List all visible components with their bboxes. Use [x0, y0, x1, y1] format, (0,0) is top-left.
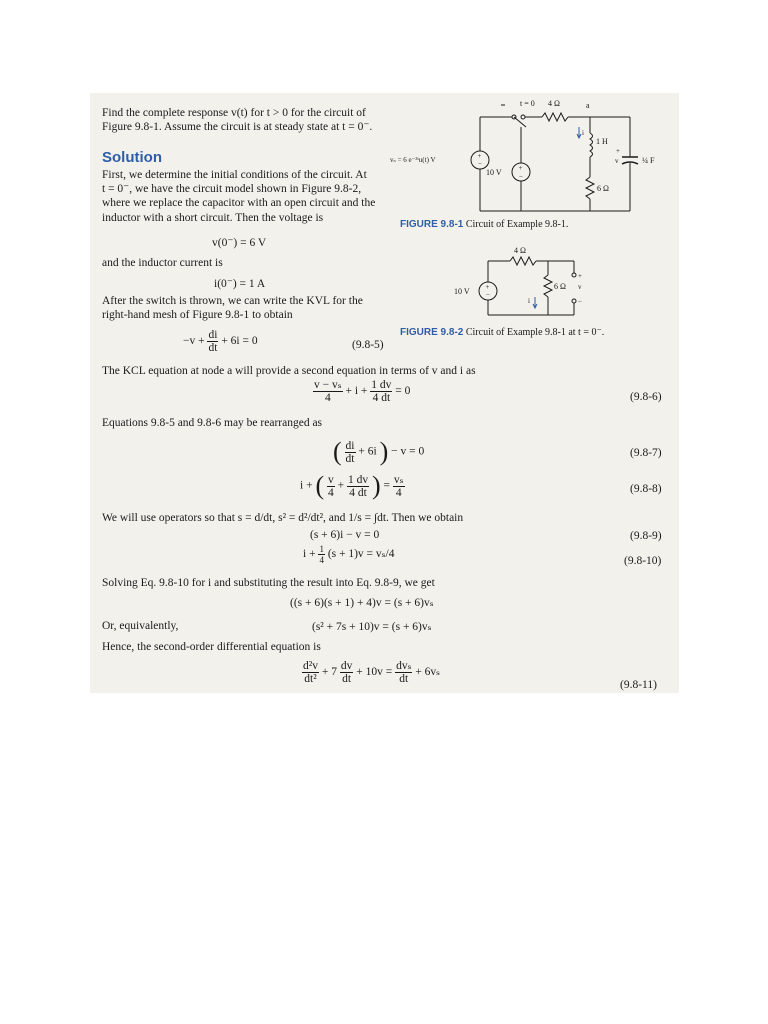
numerator: di	[345, 439, 355, 452]
label-voltage: v	[578, 283, 582, 291]
eq-term: −v +	[183, 335, 205, 348]
numerator: v − vₛ	[314, 379, 342, 391]
kvl-paragraph	[102, 294, 363, 322]
switch-contact	[521, 115, 525, 119]
numerator: 1	[319, 544, 324, 554]
equation-number: (9.8-7)	[630, 447, 662, 459]
solution-heading: Solution	[102, 149, 162, 166]
eq-fraction	[318, 544, 325, 565]
denominator: dt	[399, 673, 409, 685]
denominator: dt²	[304, 673, 317, 685]
rearrange-text: Equations 9.8-5 and 9.8-6 may be rearranged as	[102, 417, 323, 429]
numerator: dvₛ	[396, 660, 412, 672]
label-plus: +	[477, 152, 482, 160]
label-minus: −	[519, 173, 523, 181]
terminal	[572, 299, 576, 303]
caption-text: Circuit of Example 9.8-1.	[465, 219, 569, 230]
eq-term: − v = 0	[391, 445, 425, 458]
numerator: v	[327, 473, 334, 486]
denominator: 4	[324, 392, 331, 404]
solving-text: Solving Eq. 9.8-10 for i and substituting the result into Eq. 9.8-9, we get	[102, 577, 435, 589]
label-r2: 6 Ω	[554, 282, 566, 291]
label-minus: −	[578, 298, 582, 306]
label-cap-voltage: v	[615, 157, 619, 165]
eq-fraction	[327, 474, 335, 499]
resistor-6-ohm	[544, 275, 552, 297]
paragraph-line: right-hand mesh of Figure 9.8-1 to obtain	[102, 309, 293, 322]
figure-9-8-2-circuit	[450, 243, 610, 323]
eq-fraction	[347, 474, 369, 499]
eq-fraction	[207, 329, 218, 354]
label-capacitor: ¼ F	[642, 156, 655, 165]
label-minus: −	[478, 160, 482, 168]
equation-9-8-11	[302, 660, 440, 685]
label-current: i	[528, 297, 530, 305]
label-inductor: 1 H	[596, 137, 608, 146]
paragraph-line: After the switch is thrown, we can write the KVL for the	[102, 295, 363, 307]
equation-number: (9.8-11)	[620, 679, 657, 691]
paragraph-line: t = 0⁻, we have the circuit model shown in Figure 9.8-2,	[102, 183, 362, 196]
figure-9-8-2-caption	[400, 327, 604, 338]
hence-text: Hence, the second-order differential equation is	[102, 641, 321, 653]
substituted-equation: ((s + 6)(s + 1) + 4)v = (s + 6)vₛ	[290, 597, 434, 609]
eq-fraction	[313, 379, 343, 404]
caption-label: FIGURE 9.8-2	[400, 327, 464, 338]
denominator: 4 dt	[372, 392, 391, 404]
denominator: dt	[342, 673, 352, 685]
denominator: dt	[345, 452, 355, 465]
equation-9-8-9: (s + 6)i − v = 0	[310, 529, 380, 541]
label-source-10v: 10 V	[486, 168, 502, 177]
label-plus: +	[485, 283, 490, 291]
equation-9-8-6	[313, 379, 410, 404]
resistor-6-ohm	[586, 177, 594, 199]
equation-number: (9.8-8)	[630, 483, 662, 495]
equation-9-8-7	[333, 437, 424, 467]
intro-paragraph	[102, 168, 375, 225]
paragraph-line: First, we determine the initial conditions of the circuit. At	[102, 169, 367, 181]
eq-term: + 6i	[358, 445, 377, 458]
eq-term: + 6i = 0	[221, 335, 258, 348]
numerator: dv	[340, 660, 353, 672]
label-r1: 4 Ω	[548, 99, 560, 108]
label-source-vs: vₛ = 6 e⁻³ᵗu(t) V	[390, 156, 436, 164]
eq-fraction	[340, 660, 354, 685]
operators-text: We will use operators so that s = d/dt, s² = d²/dt², and 1/s = ∫dt. Then we obtain	[102, 512, 464, 524]
paragraph-line: inductor with a short circuit. Then the voltage is	[102, 211, 324, 224]
label-current: i	[582, 129, 584, 137]
terminal	[572, 273, 576, 277]
label-r1: 4 Ω	[514, 246, 526, 255]
eq-fraction	[395, 660, 412, 685]
numerator: 1 dv	[371, 379, 392, 391]
figure-9-8-1-circuit	[390, 93, 679, 215]
eq-term: + i +	[345, 385, 368, 398]
paren: (	[333, 437, 342, 466]
numerator: 1 dv	[347, 473, 369, 486]
label-source-10v: 10 V	[454, 287, 470, 296]
paren: (	[315, 471, 325, 500]
denominator: 4	[319, 555, 324, 565]
paragraph-line: where we replace the capacitor with an open circuit and the	[102, 197, 376, 210]
label-plus: +	[616, 147, 620, 155]
label-r2: 6 Ω	[597, 184, 609, 193]
label-plus: +	[518, 164, 523, 172]
eq-fraction	[302, 660, 319, 685]
equation-number: (9.8-6)	[630, 391, 662, 403]
scanned-page	[90, 93, 679, 693]
label-minus: −	[486, 291, 490, 299]
kcl-text: The KCL equation at node a will provide a second equation in terms of v and i as	[102, 365, 476, 377]
eq-term: + 10v =	[356, 666, 393, 679]
label-node-a: a	[586, 101, 590, 110]
denominator: 4	[327, 486, 334, 499]
figure-9-8-1-caption	[400, 219, 568, 230]
initial-current-equation: i(0⁻) = 1 A	[214, 278, 266, 290]
numerator: di	[208, 329, 218, 341]
eq-term: = 0	[395, 385, 411, 398]
eq-term: i +	[300, 479, 313, 492]
eq-term: + 6vₛ	[415, 666, 441, 679]
problem-statement	[102, 106, 372, 134]
numerator: d²v	[303, 660, 318, 672]
eq-term: + 7	[321, 666, 337, 679]
equation-9-8-10	[303, 544, 395, 565]
eq-term: (s + 1)v = vₛ/4	[327, 548, 395, 561]
resistor-4-ohm	[510, 257, 536, 265]
or-text: Or, equivalently,	[102, 620, 179, 632]
equivalent-equation: (s² + 7s + 10)v = (s + 6)vₛ	[312, 621, 432, 633]
eq-fraction	[370, 379, 392, 404]
problem-line: Find the complete response v(t) for t > 0 for the circuit of	[102, 107, 366, 119]
eq-fraction	[345, 440, 356, 465]
equation-number: (9.8-9)	[630, 530, 662, 542]
denominator: 4	[395, 486, 402, 499]
eq-term: =	[383, 479, 391, 492]
caption-label: FIGURE 9.8-1	[400, 219, 464, 230]
equation-9-8-5	[183, 329, 258, 354]
denominator: 4 dt	[349, 486, 367, 499]
paren: )	[379, 437, 389, 466]
initial-voltage-equation: v(0⁻) = 6 V	[212, 237, 267, 249]
inductor-1h	[590, 133, 593, 157]
inductor-text: and the inductor current is	[102, 257, 223, 269]
denominator: dt	[208, 342, 218, 354]
eq-term: i +	[303, 548, 316, 561]
resistor-4-ohm	[542, 113, 568, 121]
eq-term: +	[337, 479, 345, 492]
caption-text: Circuit of Example 9.8-1 at t = 0⁻.	[465, 327, 605, 338]
problem-line: Figure 9.8-1. Assume the circuit is at steady state at t = 0⁻.	[102, 121, 373, 134]
eq-fraction	[393, 474, 405, 499]
label-plus: +	[578, 272, 582, 280]
paren: )	[371, 471, 381, 500]
label-t0: t = 0	[520, 99, 535, 108]
equation-number: (9.8-5)	[352, 339, 384, 351]
numerator: vₛ	[393, 473, 404, 486]
equation-9-8-8	[300, 471, 405, 501]
equation-number: (9.8-10)	[624, 555, 662, 567]
